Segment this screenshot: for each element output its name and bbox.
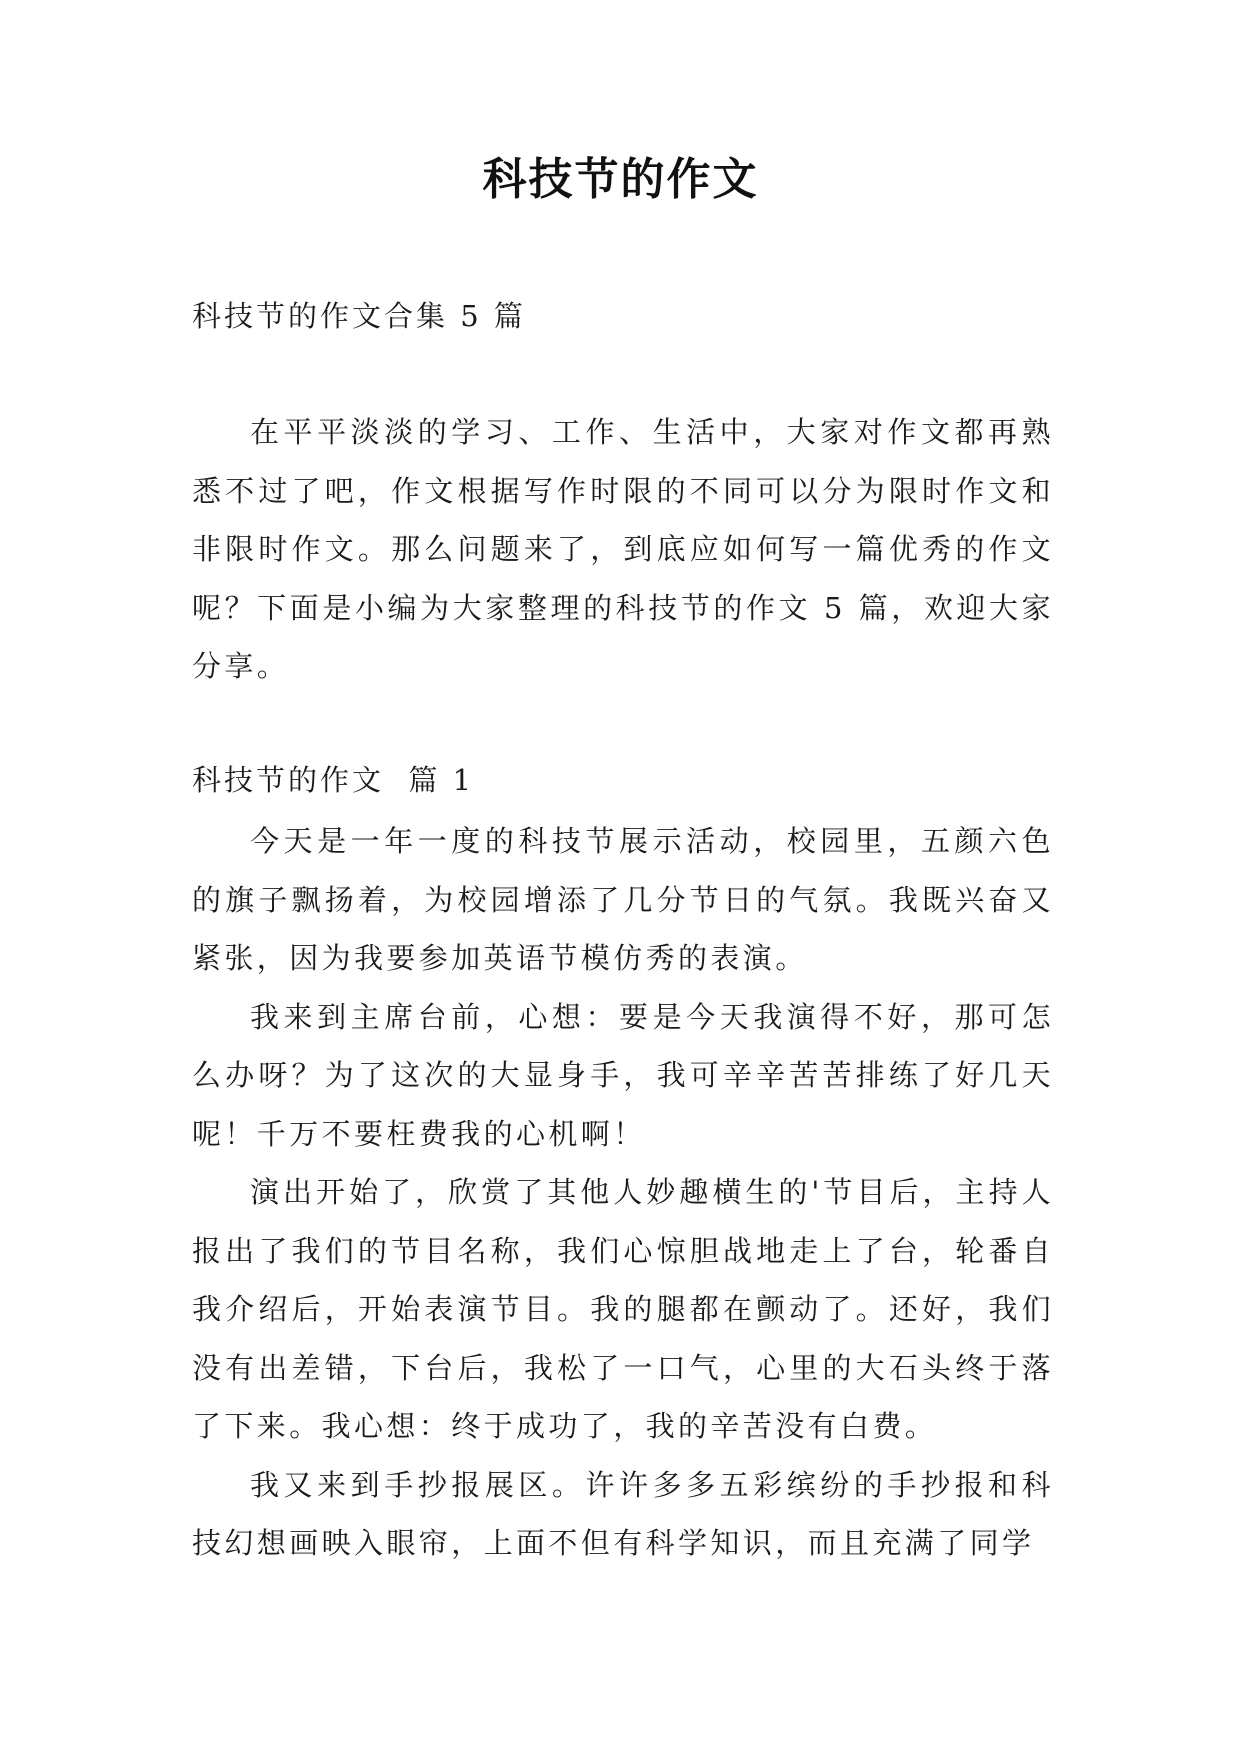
section-heading: 科技节的作文 篇 1 [192, 763, 475, 797]
intro-block [192, 403, 1054, 696]
essay-paragraph: 演出开始了，欣赏了其他人妙趣横生的'节目后，主持人报出了我们的节目名称，我们心惊胆战地走上了台，轮番自我介绍后，开始表演节目。我的腿都在颤动了。还好，我们没有出差错，下台后，我松了一口气，心里的大石头终于落了下来。我心想：终于成功了，我的辛苦没有白费。 [192, 1175, 1054, 1443]
document-title: 科技节的作文 [482, 154, 759, 205]
essay-paragraph: 我又来到手抄报展区。许许多多五彩缤纷的手抄报和科技幻想画映入眼帘，上面不但有科学知识，而且充满了同学 [192, 1467, 1054, 1560]
intro-paragraph: 在平平淡淡的学习、工作、生活中，大家对作文都再熟悉不过了吧，作文根据写作时限的不同可以分为限时作文和非限时作文。那么问题来了，到底应如何写一篇优秀的作文呢？下面是小编为大家整理的科技节的作文 5 篇，欢迎大家分享。 [192, 415, 1054, 683]
essay-paragraph: 今天是一年一度的科技节展示活动，校园里，五颜六色的旗子飘扬着，为校园增添了几分节日的气氛。我既兴奋又紧张，因为我要参加英语节模仿秀的表演。 [192, 824, 1054, 975]
document-subtitle: 科技节的作文合集 5 篇 [192, 299, 526, 333]
essay-body [192, 812, 1054, 1573]
essay-paragraph: 我来到主席台前，心想：要是今天我演得不好，那可怎么办呀？为了这次的大显身手，我可辛辛苦苦排练了好几天呢！千万不要枉费我的心机啊！ [192, 999, 1054, 1151]
